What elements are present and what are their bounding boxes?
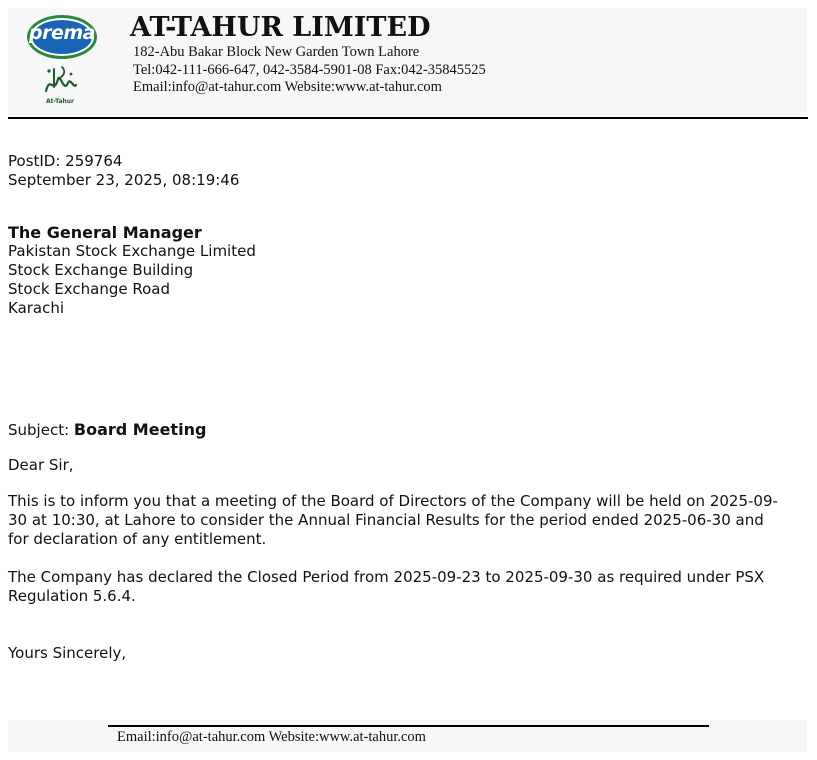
company-name: AT-TAHUR LIMITED: [130, 12, 431, 43]
logo-block: [26, 13, 98, 105]
prema-logo-text: prema: [29, 22, 95, 44]
company-email-website: Email:info@at-tahur.com Website:www.at-tahur.com: [133, 79, 442, 95]
recipient-title: The General Manager: [8, 223, 202, 242]
recipient-line: Stock Exchange Building: [8, 261, 194, 279]
recipient-line: Karachi: [8, 299, 65, 317]
header-divider: [8, 117, 808, 119]
post-id: PostID: 259764: [8, 152, 123, 170]
footer-contact: Email:info@at-tahur.com Website:www.at-tahur.com: [117, 729, 426, 745]
subject-label: Subject:: [8, 421, 74, 439]
footer: [8, 720, 807, 752]
company-address: 182-Abu Bakar Block New Garden Town Lahore: [133, 44, 420, 60]
letterhead: [8, 8, 807, 116]
body-paragraph: The Company has declared the Closed Period from 2025-09-23 to 2025-09-30 as required under PSX Regulation 5.6.4.: [8, 568, 765, 605]
footer-divider: [108, 725, 709, 727]
at-tahur-calligraphy-icon: [40, 65, 80, 97]
salutation: Dear Sir,: [8, 456, 74, 474]
closing: Yours Sincerely,: [8, 644, 127, 662]
recipient-line: Pakistan Stock Exchange Limited: [8, 242, 256, 260]
company-telephone: Tel:042-111-666-647, 042-3584-5901-08 Fax:042-35845525: [133, 62, 486, 78]
post-date: September 23, 2025, 08:19:46: [8, 171, 240, 189]
recipient-line: Stock Exchange Road: [8, 280, 170, 298]
subject-line: [8, 420, 206, 440]
subject-value: Board Meeting: [73, 420, 207, 439]
body-paragraph: This is to inform you that a meeting of the Board of Directors of the Company will be held on 2025-09-30 at 10:30, at Lahore to consider the Annual Financial Results for the period ended 2025-06-30 and for declaration of any entitlement.: [8, 492, 778, 548]
logo-caption: At-Tahur: [46, 98, 74, 105]
